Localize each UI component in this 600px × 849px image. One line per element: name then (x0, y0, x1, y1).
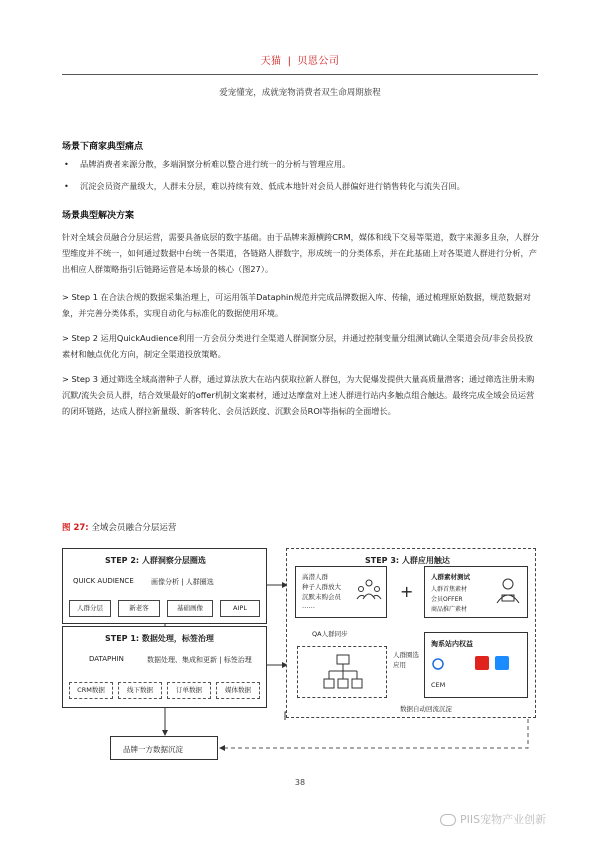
pain-point-item: • 品牌消费者来源分散，多端洞察分析难以整合进行统一的分析与管理应用。 (62, 156, 542, 172)
section-heading-pain-points: 场景下商家典型痛点 (62, 142, 144, 152)
quick-audience-label: QUICK AUDIENCE (73, 577, 134, 585)
brand-data-label: 品牌一方数据沉淀 (123, 745, 183, 754)
material-line: 会员OFFER (431, 596, 463, 603)
material-line: 人群首焦素材 (431, 586, 468, 593)
quick-audience-desc: 画像分析 | 人群圈选 (151, 578, 214, 586)
brand-bain: 贝恩公司 (297, 56, 340, 67)
tmall-icon (475, 656, 489, 670)
solution-step1: > Step 1 在合法合规的数据采集治理上，可运用瓴羊Dataphin规范并完成品牌数据入库、传输，通过梳理原始数据，规范数据对象，并完善分类体系，实现自动化与标准化的数据使用环境。 (62, 292, 531, 318)
server-network-icon (322, 653, 364, 693)
step3-title: STEP 3: 人群应用触达 (365, 556, 450, 565)
push-label-1: 人群圈选 (393, 651, 419, 659)
figure-number: 图 27: (62, 523, 89, 533)
step2-item: 人群分层 (69, 600, 111, 617)
solution-step3: > Step 3 通过筛选全域高潜种子人群，通过算法放大在站内获取拉新人群包，为大促爆发提供大量高质量潜客；通过筛选注册未购沉默/流失会员人群，结合效果最好的offer机制文案素材，通过达摩盘对上述人群进行站内多触点组合触达。最终完成全域会员运营的闭环链路，达成人群拉新量级、新客转化、会员活跃度、沉默会员ROI等指标的全面增长。 (62, 374, 535, 416)
step2-title: STEP 2: 人群洞察分层圈选 (105, 556, 206, 565)
brand-data-box (110, 736, 218, 760)
seed-line: 高潜人群 (302, 573, 328, 581)
material-line: 商品推广素材 (431, 606, 468, 613)
brand-separator: | (287, 56, 292, 67)
step2-box (62, 548, 267, 624)
solution-intro: 针对全域会员融合分层运营，需要具备底层的数字基础。由于品牌来源横跨CRM，媒体和线下交易等渠道，数字来源多且杂，人群分型维度并不统一，如何通过数据中台统一各渠道，各链路人群数字，形成统一的分类体系，并在此基础上对各渠道人群进行分析，产出相应人群策略指引后链路运营是本场景的核心（图27）。 (62, 232, 539, 274)
dataphin-desc: 数据处理、集成和更新 | 标签治理 (147, 656, 252, 664)
step2-item: 新老客 (118, 600, 160, 617)
reach-channel-logos (431, 655, 523, 673)
seed-line: …… (302, 602, 315, 610)
dataphin-label: DATAPHIN (89, 655, 124, 663)
watermark (440, 811, 546, 827)
solution-step2: > Step 2 运用QuickAudience利用一方会员分类进行全渠道人群洞察分层，并通过控制变量分组测试确认全渠道会员/非会员投放素材和触点优化方向，制定全渠道投放策略。 (62, 333, 533, 359)
step1-item: 订单数据 (167, 682, 211, 699)
plus-sign: + (400, 582, 414, 601)
brand-tmall: 天猫 (260, 56, 282, 67)
push-label-2: 应用 (393, 661, 406, 669)
step2-item: AIPL (220, 600, 260, 617)
person-icon (493, 575, 523, 605)
server-box (297, 646, 387, 698)
header-subtitle: 爱宠懂宠，成就宠物消费者双生命周期旅程 (219, 88, 381, 98)
seed-line: 种子人群放大 (302, 583, 341, 591)
page-number: 38 (294, 778, 306, 787)
material-title: 人群素材测试 (431, 573, 470, 581)
seed-group-box (295, 566, 387, 618)
step1-item: CRM数据 (69, 682, 113, 699)
qa-sync-label: QA人群同步 (312, 630, 348, 638)
figure-caption: 全域会员融合分层运营 (91, 523, 177, 533)
step1-item: 线下数据 (118, 682, 162, 699)
pain-point-item: • 沉淀会员资产量级大，人群未分层，难以持续有效、低成本地针对会员人群偏好进行销售转化与流失召回。 (62, 178, 542, 194)
step1-title: STEP 1: 数据处理，标签治理 (105, 634, 214, 643)
wechat-icon (440, 814, 456, 826)
section-heading-solution: 场景典型解决方案 (62, 211, 135, 221)
step2-item: 基础画像 (167, 600, 213, 617)
watermark-text: PIIS宠物产业创新 (460, 813, 547, 826)
people-group-icon (356, 577, 382, 601)
reach-box (424, 632, 528, 698)
seed-line: 沉默未购会员 (302, 593, 341, 601)
reflow-label: 数据自动回流沉淀 (400, 705, 452, 713)
material-box (424, 566, 528, 618)
reach-title: 淘系站内权益 (431, 640, 473, 648)
alipay-icon (495, 656, 509, 670)
reach-sub: CEM (431, 681, 446, 689)
alimama-icon (433, 659, 443, 669)
step1-item: 媒体数据 (216, 682, 260, 699)
step1-box (62, 626, 267, 708)
